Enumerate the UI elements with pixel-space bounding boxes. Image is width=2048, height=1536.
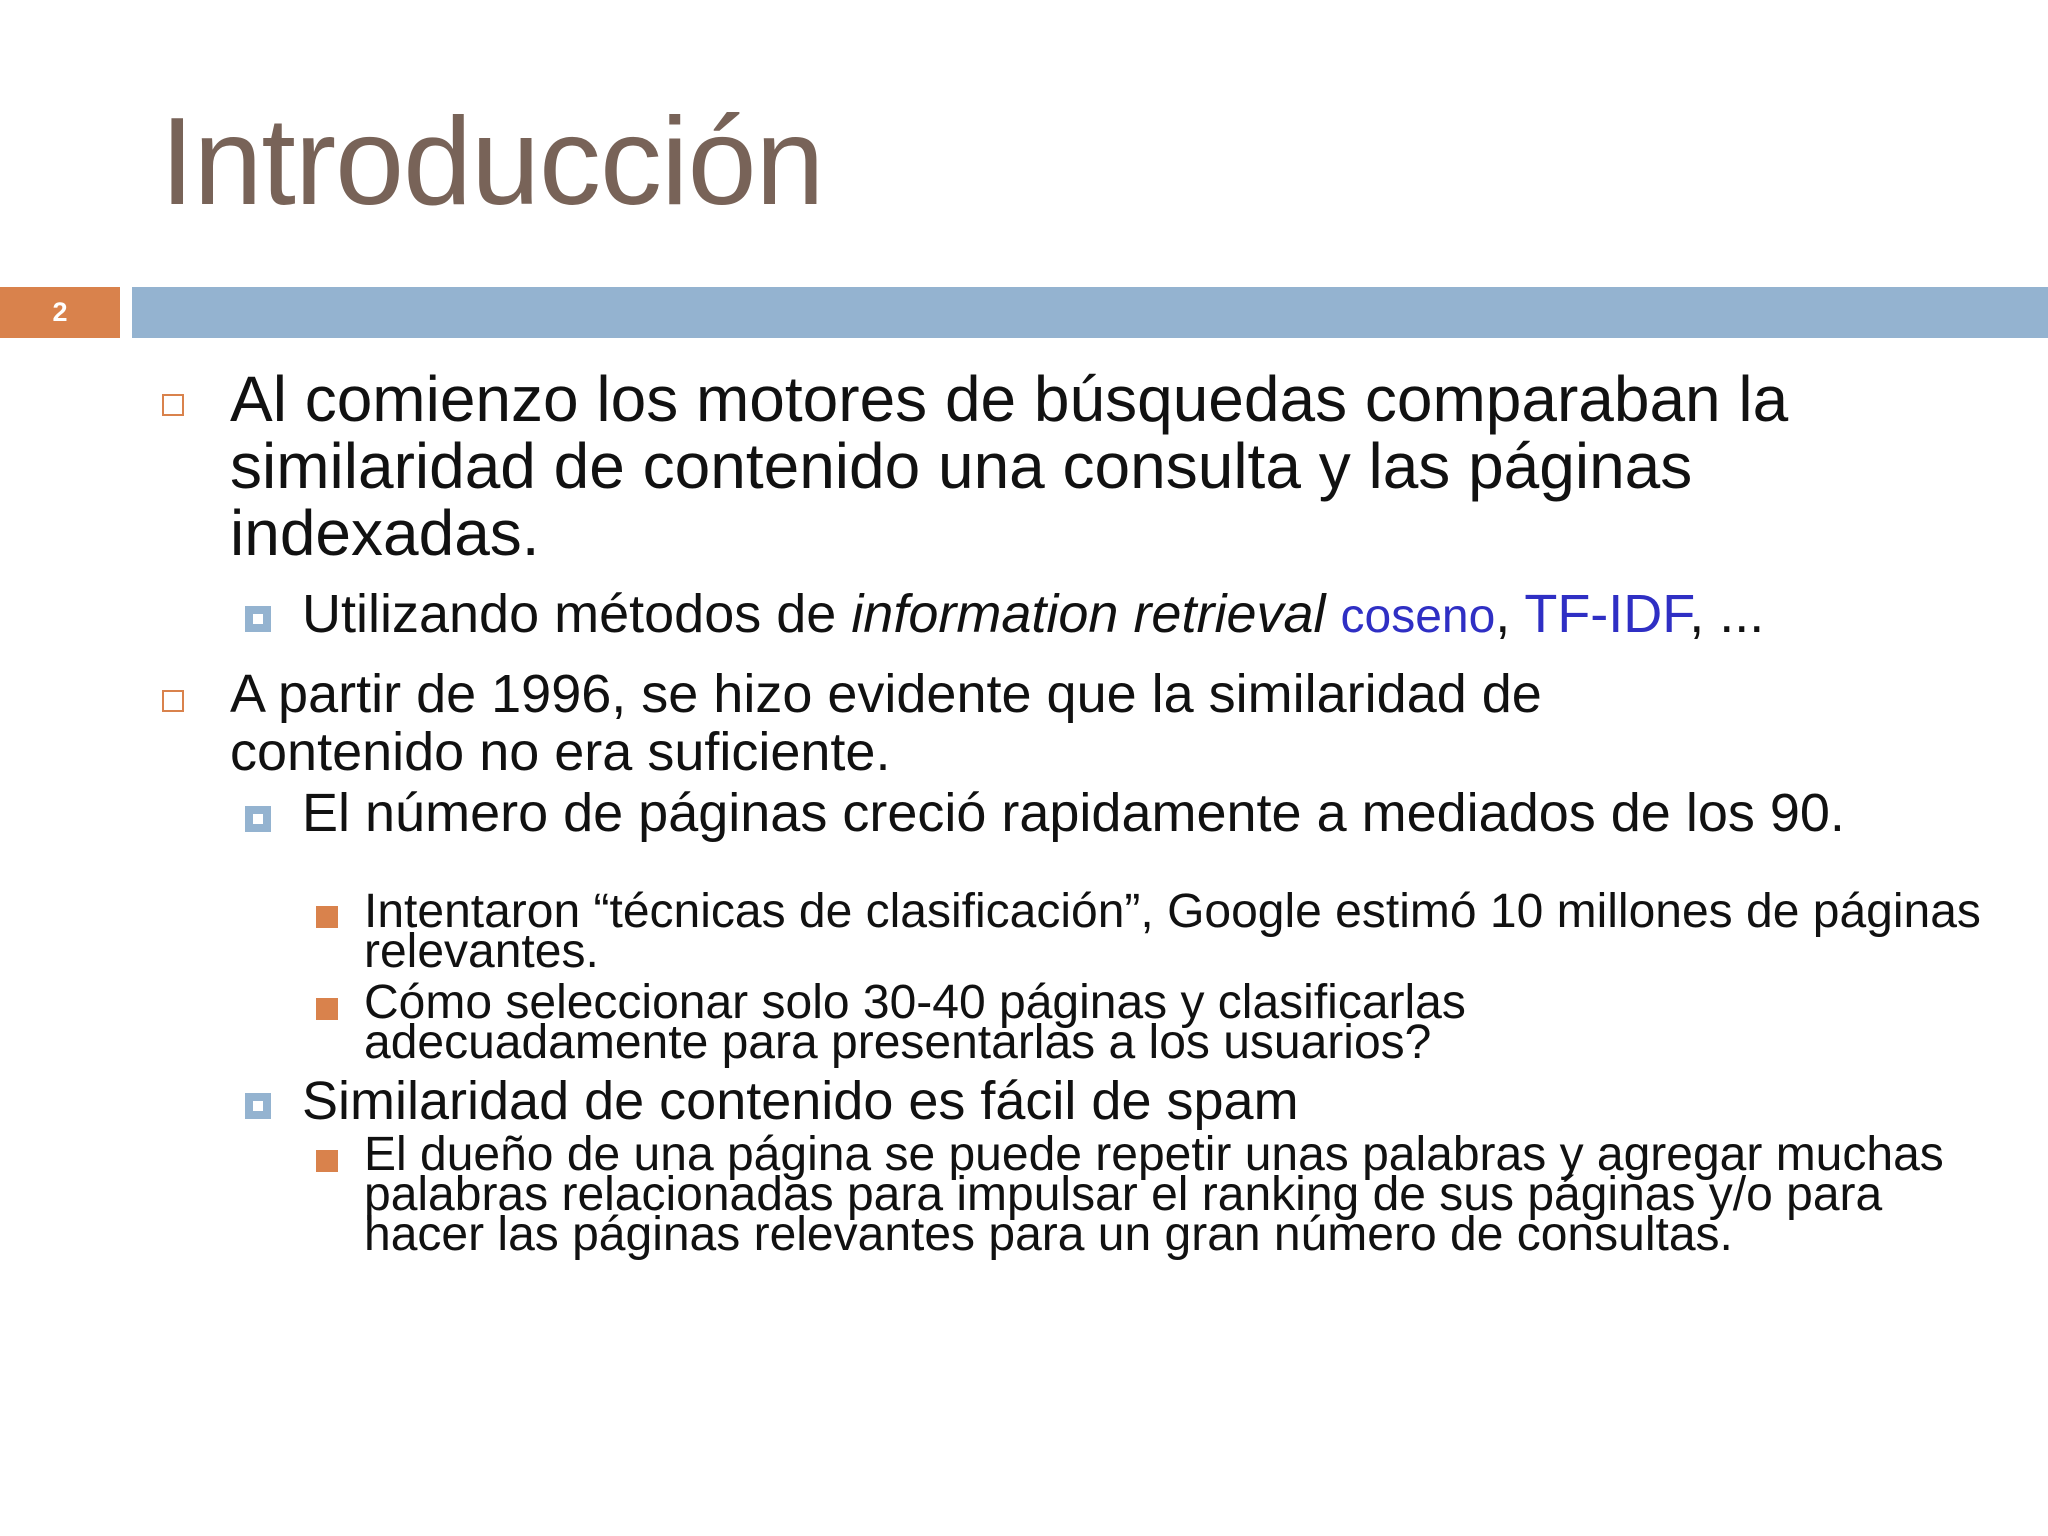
bullet-text-suffix: , ... — [1689, 584, 1765, 644]
bullet-level2-ir-methods — [302, 584, 1982, 644]
bullet-text-space — [1326, 584, 1341, 644]
coseno-link[interactable]: coseno — [1340, 590, 1496, 643]
bullet-level2-page-growth — [302, 783, 1962, 843]
bullet-text: A partir de 1996, se hizo evidente que la similaridad de contenido no era suficiente. — [230, 664, 1542, 782]
bullet-text: Cómo seleccionar solo 30-40 páginas y clasificarlas adecuadamente para presentarlas a los usuarios? — [364, 976, 1466, 1069]
bullet-text-separator: , — [1495, 584, 1525, 644]
bullet-level3-classification — [364, 885, 1984, 978]
blue-square-bullet-icon — [245, 806, 271, 832]
bullet-text: Similaridad de contenido es fácil de spam — [302, 1071, 1299, 1131]
bullet-level3-select-pages — [364, 976, 1684, 1069]
bullet-level1-engines — [230, 363, 1970, 569]
bullet-level3-owner-keywords — [364, 1128, 1964, 1261]
open-square-bullet-icon — [162, 394, 184, 416]
orange-square-bullet-icon — [316, 998, 338, 1020]
blue-square-bullet-icon — [245, 1093, 271, 1119]
bullet-text: Intentaron “técnicas de clasificación”, Google estimó 10 millones de páginas relevantes. — [364, 885, 1981, 978]
bullet-text-prefix: Utilizando métodos de — [302, 584, 852, 644]
orange-square-bullet-icon — [316, 1150, 338, 1172]
bullet-level1-1996 — [230, 665, 1790, 781]
bullet-text: El dueño de una página se puede repetir unas palabras y agregar muchas palabras relacionadas para impulsar el ranking de sus páginas y/o para hacer las páginas relevantes para un gran número de consultas. — [364, 1128, 1944, 1261]
blue-square-bullet-icon — [245, 606, 271, 632]
tf-idf-link[interactable]: TF-IDF — [1524, 584, 1690, 644]
orange-square-bullet-icon — [316, 906, 338, 928]
slide-title: Introducción — [160, 93, 824, 231]
bullet-level2-spam — [302, 1071, 1982, 1131]
bullet-text-italic: information retrieval — [851, 584, 1326, 644]
bullet-text: Al comienzo los motores de búsquedas comparaban la similaridad de contenido una consulta y las páginas indexadas. — [230, 363, 1789, 569]
slide-number: 2 — [0, 287, 120, 338]
open-square-bullet-icon — [162, 690, 184, 712]
bullet-text: El número de páginas creció rapidamente a mediados de los 90. — [302, 783, 1845, 843]
